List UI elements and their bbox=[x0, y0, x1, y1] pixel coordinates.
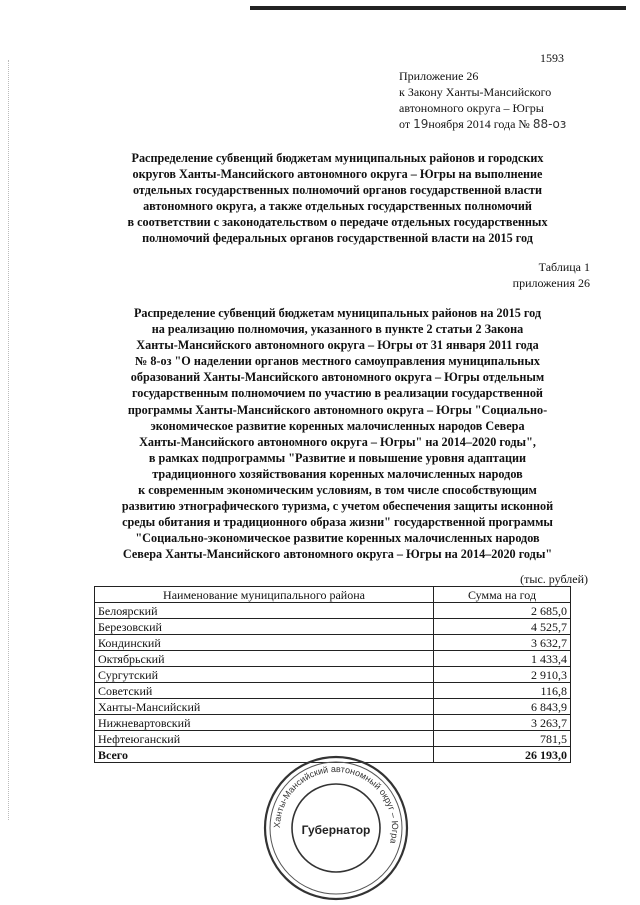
date-rest: ноября 2014 года № bbox=[428, 117, 533, 131]
district-sum: 6 843,9 bbox=[434, 699, 571, 715]
stamp-center-text: Губернатор bbox=[301, 823, 371, 837]
district-sum: 2 685,0 bbox=[434, 603, 571, 619]
district-sum: 116,8 bbox=[434, 683, 571, 699]
subvention-table bbox=[94, 586, 571, 763]
table-title-line: Севера Ханты-Мансийского автономного округа – Югры на 2014–2020 годы" bbox=[122, 547, 553, 562]
table-row bbox=[95, 603, 571, 619]
appendix-line: Приложение 26 bbox=[399, 69, 479, 83]
district-name: Октябрьский bbox=[95, 651, 434, 667]
district-sum: 4 525,7 bbox=[434, 619, 571, 635]
district-name: Кондинский bbox=[95, 635, 434, 651]
table-ref-line: приложения 26 bbox=[512, 276, 590, 290]
main-title-line: отдельных государственных полномочий органов государственной власти bbox=[132, 183, 543, 197]
district-sum: 781,5 bbox=[434, 731, 571, 747]
district-sum: 3 632,7 bbox=[434, 635, 571, 651]
table-title bbox=[90, 305, 585, 563]
total-label: Всего bbox=[95, 747, 434, 763]
district-name: Белоярский bbox=[95, 603, 434, 619]
appendix-line: автономного округа – Югры bbox=[399, 101, 544, 115]
binding-edge bbox=[8, 60, 10, 820]
table-title-line: в рамках подпрограммы "Развитие и повышение уровня адаптации bbox=[148, 450, 527, 465]
table-title-line: к современным экономическим условиям, в том числе способствующим bbox=[138, 483, 537, 498]
district-sum: 3 263,7 bbox=[434, 715, 571, 731]
table-title-line: образований Ханты-Мансийского автономного округа – Югры отдельным bbox=[130, 370, 545, 385]
table-title-line: экономическое развитие коренных малочисленных народов Севера bbox=[150, 418, 525, 433]
appendix-line: к Закону Ханты-Мансийского bbox=[399, 85, 552, 99]
page-number: 1593 bbox=[540, 51, 564, 65]
main-title bbox=[90, 150, 585, 246]
table-row bbox=[95, 715, 571, 731]
table-title-line: на реализацию полномочия, указанного в пункте 2 статьи 2 Закона bbox=[151, 322, 524, 337]
date-day: 19 bbox=[413, 117, 429, 131]
table-header-row bbox=[95, 587, 571, 603]
district-name: Березовский bbox=[95, 619, 434, 635]
district-name: Нижневартовский bbox=[95, 715, 434, 731]
table-row bbox=[95, 635, 571, 651]
table-title-line: № 8-оз "О наделении органов местного самоуправления муниципальных bbox=[135, 354, 540, 369]
table-row bbox=[95, 699, 571, 715]
table-title-line: программы Ханты-Мансийского автономного округа – Югры "Социально- bbox=[127, 402, 548, 417]
main-title-line: полномочий федеральных органов государственной власти на 2015 год bbox=[142, 231, 533, 245]
district-sum: 2 910,3 bbox=[434, 667, 571, 683]
date-prefix: от bbox=[399, 117, 414, 131]
stamp-ring-text: Ханты-Мансийский автономный округ – Югра bbox=[271, 763, 401, 845]
table-ref-line: Таблица 1 bbox=[538, 260, 590, 274]
governor-stamp bbox=[262, 754, 410, 902]
table-title-line: Распределение субвенций бюджетам муниципальных районов на 2015 год bbox=[133, 306, 542, 320]
header-district: Наименование муниципального района bbox=[95, 587, 434, 603]
table-title-line: традиционного хозяйствования коренных малочисленных народов bbox=[152, 466, 523, 481]
table-row bbox=[95, 651, 571, 667]
table-row bbox=[95, 619, 571, 635]
table-title-line: Ханты-Мансийского автономного округа – Югры" на 2014–2020 годы", bbox=[139, 434, 536, 449]
total-sum: 26 193,0 bbox=[434, 747, 571, 763]
district-name: Нефтеюганский bbox=[95, 731, 434, 747]
main-title-line: округов Ханты-Мансийского автономного округа – Югры на выполнение bbox=[132, 167, 543, 181]
district-name: Сургутский bbox=[95, 667, 434, 683]
table-title-line: Ханты-Мансийского автономного округа – Югры от 31 января 2011 года bbox=[136, 338, 539, 353]
table-row bbox=[95, 667, 571, 683]
law-number: 88-оз bbox=[532, 117, 567, 131]
main-title-line: автономного округа, а также отдельных государственных полномочий bbox=[143, 199, 532, 213]
appendix-date-line bbox=[399, 116, 566, 132]
district-name: Ханты-Мансийский bbox=[95, 699, 434, 715]
district-sum: 1 433,4 bbox=[434, 651, 571, 667]
district-name: Советский bbox=[95, 683, 434, 699]
main-title-line: в соответствии с законодательством о передаче отдельных государственных bbox=[127, 215, 548, 229]
table-reference bbox=[513, 259, 590, 291]
main-title-line: Распределение субвенций бюджетам муниципальных районов и городских bbox=[131, 151, 544, 165]
table-title-line: развитию этнографического туризма, с учетом обеспечения защиты исконной bbox=[121, 499, 554, 514]
header-sum: Сумма на год bbox=[434, 587, 571, 603]
table-row bbox=[95, 731, 571, 747]
appendix-header bbox=[399, 68, 566, 132]
table-title-line: государственным полномочием по участию в реализации государственной bbox=[132, 386, 543, 401]
units-label: (тыс. рублей) bbox=[520, 572, 588, 586]
table-row bbox=[95, 683, 571, 699]
top-rule bbox=[250, 6, 626, 10]
table-title-line: среды обитания и традиционного образа жизни" государственной программы bbox=[122, 515, 553, 530]
table-title-line: "Социально-экономическое развитие коренных малочисленных народов bbox=[135, 531, 540, 546]
